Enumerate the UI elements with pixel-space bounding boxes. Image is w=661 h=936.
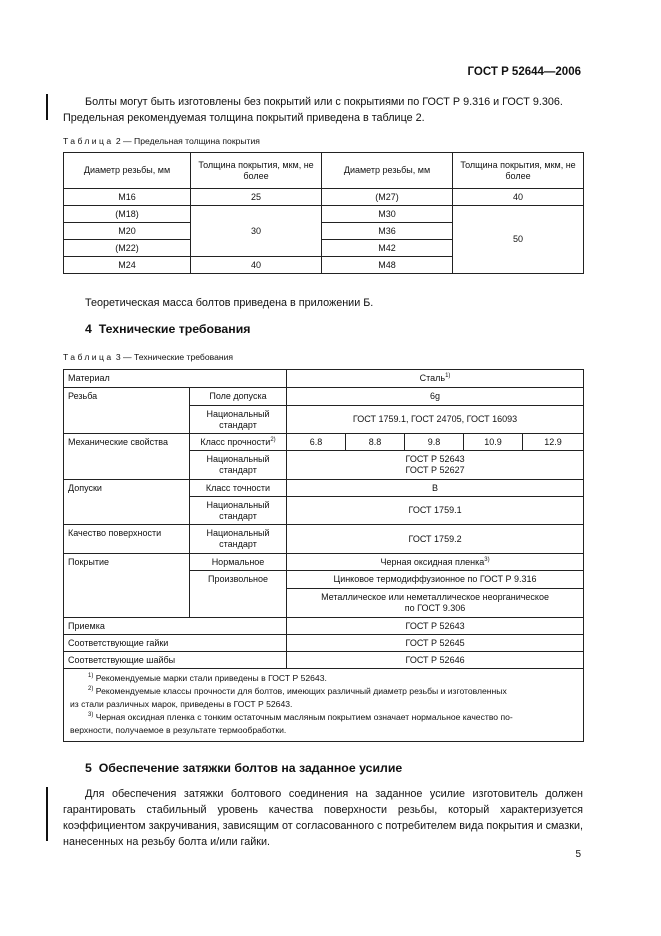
footnote-3-text: Черная оксидная пленка с тонким остаточным масляным покрытием означает нормальное качество по- [95, 712, 513, 722]
mechanical-properties-label: Механические свойства [64, 434, 190, 480]
table2-caption [63, 136, 260, 146]
footnote-3-mark: 3) [88, 712, 94, 718]
table3-caption-text: 3 — Технические требования [115, 352, 234, 362]
table2-cell: 40 [453, 189, 584, 206]
black-oxide-text: Черная оксидная пленка [380, 556, 485, 567]
table2-cell: 25 [191, 189, 322, 206]
nuts-label: Соответствующие гайки [64, 635, 287, 652]
table2-cell: M16 [64, 189, 191, 206]
washers-label: Соответствующие шайбы [64, 652, 287, 669]
normal-coating-value [287, 554, 584, 571]
table2-cell: M24 [64, 257, 191, 274]
nuts-standard: ГОСТ Р 52645 [287, 635, 584, 652]
thread-standards: ГОСТ 1759.1, ГОСТ 24705, ГОСТ 16093 [287, 406, 584, 434]
table3-caption-word: Таблица [63, 352, 114, 362]
accuracy-class-label: Класс точности [190, 480, 287, 497]
section-5-heading [85, 761, 402, 775]
strength-class-value: 12.9 [523, 434, 584, 451]
thread-label: Резьба [64, 388, 190, 434]
strength-class-value: 9.8 [405, 434, 464, 451]
national-standard-label: Национальный стандарт [190, 451, 287, 480]
footnote-ref-3: 3) [484, 556, 490, 563]
tolerance-field-label: Поле допуска [190, 388, 287, 406]
acceptance-label: Приемка [64, 618, 287, 635]
footnote-1 [70, 672, 577, 685]
table2-cell: M30 [322, 206, 453, 223]
footnote-1-text: Рекомендуемые марки стали приведены в ГОСТ Р 52643. [95, 673, 327, 683]
table2 [63, 152, 584, 274]
footnote-2-mark: 2) [88, 686, 94, 692]
table2-caption-word: Таблица [63, 136, 114, 146]
table2-header-thickness-1: Толщина покрытия, мкм, не более [191, 153, 322, 189]
intro-paragraph [63, 94, 583, 126]
strength-class-text: Класс прочности [200, 436, 271, 447]
footnote-2 [70, 685, 577, 698]
table2-cell: M20 [64, 223, 191, 240]
table3-footnotes [64, 669, 584, 742]
table2-cell: (M18) [64, 206, 191, 223]
footnote-1-mark: 1) [88, 673, 94, 679]
document-header: ГОСТ Р 52644—2006 [467, 66, 581, 78]
table3-caption [63, 352, 233, 362]
section-5-text: Для обеспечения затяжки болтового соединения на заданное усилие изготовитель должен гарантировать стабильный уровень качества поверхности резьбы, который характеризуется коэффициентом закручивания, зависящим от согласованного с потребителем вида покрытия и смазки, нанесенных на резьбу болта и/или гайки. [63, 788, 583, 848]
optional-coating-label: Произвольное [190, 571, 287, 618]
table2-header-diameter-1: Диаметр резьбы, мм [64, 153, 191, 189]
section-5-title: Обеспечение затяжки болтов на заданное усилие [98, 761, 403, 775]
acceptance-standard: ГОСТ Р 52643 [287, 618, 584, 635]
intro-line-1: Болты могут быть изготовлены без покрытий или с покрытиями по ГОСТ Р 9.316 и ГОСТ 9.306. [85, 96, 563, 108]
normal-coating-label: Нормальное [190, 554, 287, 571]
mechanical-standard-2: ГОСТ Р 52627 [405, 465, 465, 475]
intro-line-2: Предельная рекомендуемая толщина покрытий приведена в таблице 2. [63, 112, 425, 124]
zinc-coating-value: Цинковое термодиффузионное по ГОСТ Р 9.316 [287, 571, 584, 589]
section-4-number: 4 [85, 322, 92, 336]
accuracy-class-value: B [287, 480, 584, 497]
table2-cell: (M22) [64, 240, 191, 257]
steel-text: Сталь [419, 373, 446, 383]
footnote-ref-2: 2) [270, 436, 276, 443]
national-standard-label: Национальный стандарт [190, 525, 287, 554]
table2-header-thickness-2: Толщина покрытия, мкм, не более [453, 153, 584, 189]
footnote-2-text: Рекомендуемые классы прочности для болтов, имеющих различный диаметр резьбы и изготовленных [95, 686, 507, 696]
tolerance-field-value: 6g [287, 388, 584, 406]
footnote-3 [70, 711, 577, 724]
metallic-coating-line-1: Металлическое или неметаллическое неорганическое [321, 592, 549, 602]
footnote-ref-1: 1) [445, 373, 451, 379]
table2-cell: M36 [322, 223, 453, 240]
mechanical-standards [287, 451, 584, 480]
strength-class-value: 6.8 [287, 434, 346, 451]
table3 [63, 369, 584, 742]
coating-label: Покрытие [64, 554, 190, 618]
mechanical-standard-1: ГОСТ Р 52643 [405, 454, 465, 464]
table2-cell: 30 [191, 206, 322, 257]
section-4-title: Технические требования [98, 322, 251, 336]
change-bar [46, 94, 48, 120]
mass-note: Теоретическая масса болтов приведена в приложении Б. [85, 297, 374, 309]
table2-cell: M42 [322, 240, 453, 257]
tolerance-standard: ГОСТ 1759.1 [287, 497, 584, 525]
metallic-coating-value [287, 589, 584, 618]
table2-cell: M48 [322, 257, 453, 274]
strength-class-label [190, 434, 287, 451]
section-4-heading [85, 322, 250, 336]
table2-cell: 50 [453, 206, 584, 274]
footnote-2-continued: из стали различных марок, приведены в ГОСТ Р 52643. [70, 699, 293, 709]
strength-class-value: 8.8 [346, 434, 405, 451]
national-standard-label: Национальный стандарт [190, 406, 287, 434]
change-bar [46, 787, 48, 841]
section-5-number: 5 [85, 761, 92, 775]
material-label: Материал [64, 370, 287, 388]
tolerances-label: Допуски [64, 480, 190, 525]
table2-header-diameter-2: Диаметр резьбы, мм [322, 153, 453, 189]
metallic-coating-line-2: по ГОСТ 9.306 [404, 603, 466, 613]
table2-cell: (M27) [322, 189, 453, 206]
national-standard-label: Национальный стандарт [190, 497, 287, 525]
surface-quality-label: Качество поверхности [64, 525, 190, 554]
page-number: 5 [575, 849, 581, 860]
material-value [287, 370, 584, 388]
footnote-3-continued: верхности, получаемое в результате термообработки. [70, 725, 287, 735]
table2-cell: 40 [191, 257, 322, 274]
washers-standard: ГОСТ Р 52646 [287, 652, 584, 669]
surface-standard: ГОСТ 1759.2 [287, 525, 584, 554]
strength-class-value: 10.9 [464, 434, 523, 451]
table2-caption-text: 2 — Предельная толщина покрытия [115, 136, 260, 146]
